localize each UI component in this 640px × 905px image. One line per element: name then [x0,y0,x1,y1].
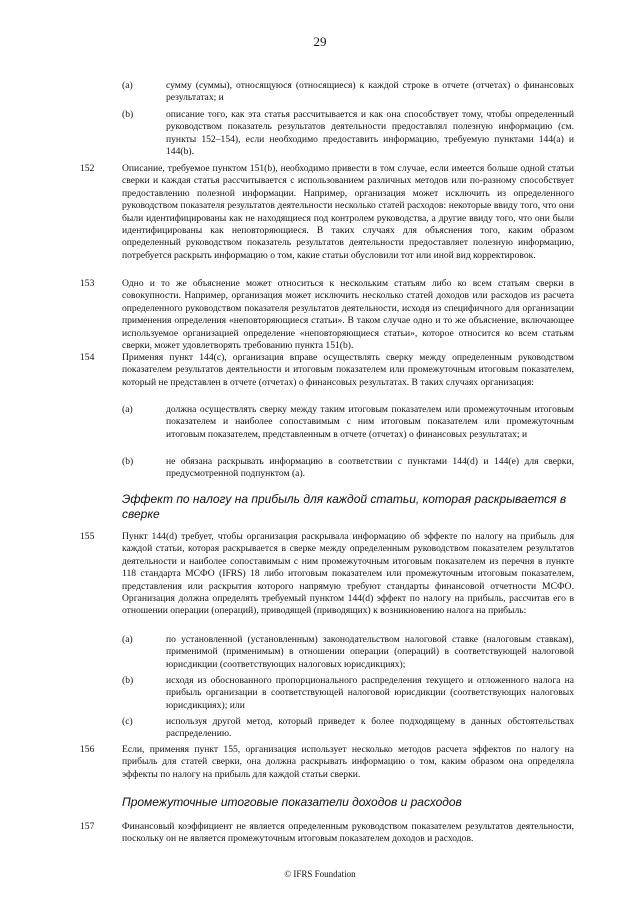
paragraph-number: 152 [80,163,95,174]
item-label: (c) [122,716,133,727]
page-number: 29 [313,34,327,49]
paragraph-number: 157 [80,821,95,832]
item-label: (a) [122,80,133,91]
paragraph-155: Пункт 144(d) требует, чтобы организация раскрывала информацию об эффекте по налогу на прибыль для каждой статьи, которая раскрывается в сверке между определенным руководством показателем результатов деятельности и наиболее сопоставимым с ним промежуточным итоговым показателем из перечня в пункте 118 стандарта МСФО (IFRS) 18 либо итоговым показателем или промежуточным итоговым показателем, представления или раскрытия которого напрямую требуют стандарты финансовой отчетности МСФО. Организация должна определять требуемый пунктом 144(d) эффект по налогу на прибыль, рассчитав его в отношении операции (операций), приводящей (приводящих) к возникновению налога на прибыль: [122,531,574,617]
section-heading: Эффект по налогу на прибыль для каждой статьи, которая раскрывается в сверке [122,492,567,521]
paragraph-number: 154 [80,352,95,363]
item-text: используя другой метод, который приведет к более подходящему в данных обстоятельствах распределению. [166,716,574,740]
paragraph-number: 153 [80,278,95,289]
item-text: сумму (суммы), относящуюся (относящиеся) к каждой строке в отчете (отчетах) о финансовых результатах; и [166,80,574,104]
paragraph-153: Одно и то же объяснение может относиться к нескольким статьям либо ко всем статьям сверки в совокупности. Например, организация может исключить несколько статей доходов или расходов из расчета определенного руководством показателя результатов деятельности, исходя из специфичного для организации применения определения «неповторяющиеся статьи». В таком случае одно и то же объяснение, включающее используемое организацией определение «неповторяющиеся статьи», которое относится ко всем статьям сверки, может удовлетворять требованию пункта 151(b). [122,278,574,352]
item-label: (b) [122,456,134,467]
paragraph-number: 155 [80,531,95,542]
item-label: (a) [122,404,133,415]
item-label: (b) [122,109,134,120]
paragraph-152: Описание, требуемое пунктом 151(b), необходимо привести в том случае, если имеется больше одной статьи сверки и каждая статья рассчитывается с использованием различных методов или по-разному способствует предоставлению полезной информации. Например, организация может исключить из определенного руководством показателя результатов деятельности несколько статей расходов: некоторые ввиду того, что они были идентифицированы как не находящиеся под контролем руководства, а другие ввиду того, что они были идентифицированы как неповторяющиеся. В таких случаях для объяснения того, каким образом определенный руководством показатель результатов деятельности предоставляет полезную информацию, потребуется раскрыть информацию о том, какие статьи обусловили тот или иной вид корректировок. [122,163,574,261]
item-text: исходя из обоснованного пропорционального распределения текущего и отложенного налога на прибыль организации в соответствующей налоговой юрисдикции (соответствующих налоговых юрисдикциях); или [166,675,574,711]
footer-copyright: © IFRS Foundation [284,869,356,879]
item-label: (b) [122,675,134,686]
paragraph-number: 156 [80,744,95,755]
item-text: описание того, как эта статья рассчитывается и как она способствует тому, чтобы определенный руководством показатель результатов деятельности предоставлял полезную информацию (см. пункты 152–154), если необходимо предоставить информацию, требуемую пунктами 144(a) и 144(b). [166,109,574,158]
section-heading: Промежуточные итоговые показатели доходов и расходов [122,795,462,809]
item-text: должна осуществлять сверку между таким итоговым показателем или промежуточным итоговым показателем и наиболее сопоставимым с ним итоговым показателем или промежуточным итоговым показателем, представленным в отчете (отчетах) о финансовых результатах; и [166,404,574,440]
item-text: не обязана раскрывать информацию в соответствии с пунктами 144(d) и 144(e) для сверки, предусмотренной подпунктом (a). [166,456,574,480]
item-text: по установленной (установленным) законодательством налоговой ставке (налоговым ставкам), применимой (применимым) в отношении операции (операций) в соответствующей налоговой юрисдикции (соответствующих налоговых юрисдикциях); [166,634,574,670]
paragraph-157: Финансовый коэффициент не является определенным руководством показателем результатов деятельности, поскольку он не является промежуточным итоговым показателем доходов и расходов. [122,821,574,845]
paragraph-156: Если, применяя пункт 155, организация использует несколько методов расчета эффектов по налогу на прибыль для статей сверки, она должна раскрывать информацию о том, каким образом она определяла эффекты по налогу на прибыль для каждой статьи сверки. [122,744,574,780]
item-label: (a) [122,634,133,645]
paragraph-154: Применяя пункт 144(c), организация вправе осуществлять сверку между определенным руководством показателем результатов деятельности и итоговым показателем или промежуточным итоговым показателем, который не представлен в отчете (отчетах) о финансовых результатах. В таких случаях организация: [122,352,574,388]
